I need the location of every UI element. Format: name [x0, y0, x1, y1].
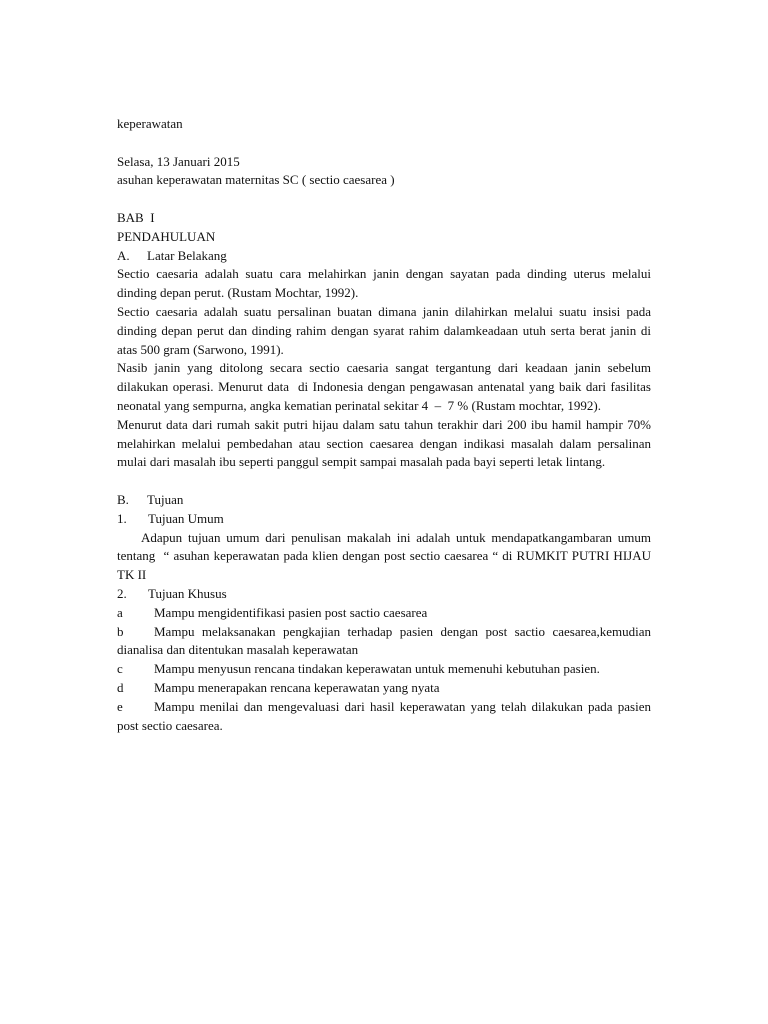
specific-goals-heading — [117, 585, 651, 604]
chapter-label: BAB I — [117, 209, 155, 225]
general-goal-title: Tujuan Umum — [148, 510, 224, 526]
list-item-letter: b — [117, 623, 124, 639]
spacer — [117, 134, 651, 153]
list-item-text: Mampu menyusun rencana tindakan keperawatan untuk memenuhi kebutuhan pasien. — [154, 661, 600, 677]
paragraph: Menurut data dari rumah sakit putri hijau dalam satu tahun terakhir dari 200 ibu hamil hampir 70% melahirkan melalui pembedahan atau section caesarea dengan indikasi masalah dalam persalinan mulai dari masalah ibu seperti panggul sempit sampai masalah pada bayi seperti letak lintang. — [117, 416, 651, 470]
section-a-heading — [117, 247, 651, 266]
list-item-text: Mampu mengidentifikasi pasien post sactio caesarea — [154, 604, 428, 620]
general-goal-marker: 1. — [117, 510, 127, 526]
document-body — [117, 115, 655, 735]
list-item-text: Mampu melaksanakan pengkajian terhadap pasien dengan post sactio caesarea,kemudian dianalisa dan ditentukan masalah keperawatan — [117, 623, 651, 658]
document-title: asuhan keperawatan maternitas SC ( sectio caesarea ) — [117, 172, 395, 188]
section-a-marker: A. — [117, 247, 130, 263]
list-item — [117, 679, 651, 698]
list-item-letter: d — [117, 679, 124, 695]
general-goal-text: Adapun tujuan umum dari penulisan makalah ini adalah untuk mendapatkangambaran umum tentang “ asuhan keperawatan pada klien dengan post sectio caesarea “ di RUMKIT PUTRI HIJAU TK II — [117, 529, 655, 583]
spacer — [117, 472, 651, 491]
list-item — [117, 604, 651, 623]
list-item-letter: e — [117, 698, 123, 714]
list-item — [117, 660, 651, 679]
list-item-letter: c — [117, 661, 123, 677]
section-b-title: Tujuan — [147, 491, 184, 507]
list-item-text: Mampu menilai dan mengevaluasi dari hasil keperawatan yang telah dilakukan pada pasien post sectio caesarea. — [117, 698, 651, 733]
specific-goals-marker: 2. — [117, 585, 127, 601]
chapter-title: PENDAHULUAN — [117, 228, 216, 244]
list-item-letter: a — [117, 604, 123, 620]
paragraph: Sectio caesaria adalah suatu cara melahirkan janin dengan sayatan pada dinding uterus melalui dinding depan perut. (Rustam Mochtar, 1992). — [117, 266, 651, 301]
section-a-title: Latar Belakang — [147, 247, 227, 263]
list-item — [117, 623, 651, 661]
post-date: Selasa, 13 Januari 2015 — [117, 153, 240, 169]
specific-goals-title: Tujuan Khusus — [148, 585, 227, 601]
paragraph: Nasib janin yang ditolong secara sectio caesaria sangat tergantung dari keadaan janin sebelum dilakukan operasi. Menurut data di Indonesia dengan pengawasan antenatal yang baik dari fasilitas neonatal yang sempurna, angka kematian perinatal sekitar 4 – 7 % (Rustam mochtar, 1992). — [117, 360, 655, 413]
spacer — [117, 190, 651, 209]
general-goal-heading — [117, 510, 651, 529]
paragraph: Sectio caesaria adalah suatu persalinan buatan dimana janin dilahirkan melalui suatu insisi pada dinding depan perut dan dinding rahim dengan syarat rahim dalamkeadaan utuh serta berat janin di atas 500 gram (Sarwono, 1991). — [117, 303, 651, 357]
list-item-text: Mampu menerapakan rencana keperawatan yang nyata — [154, 679, 440, 695]
section-b-heading — [117, 491, 651, 510]
section-b-marker: B. — [117, 491, 129, 507]
category-label: keperawatan — [117, 116, 183, 131]
list-item — [117, 698, 651, 736]
